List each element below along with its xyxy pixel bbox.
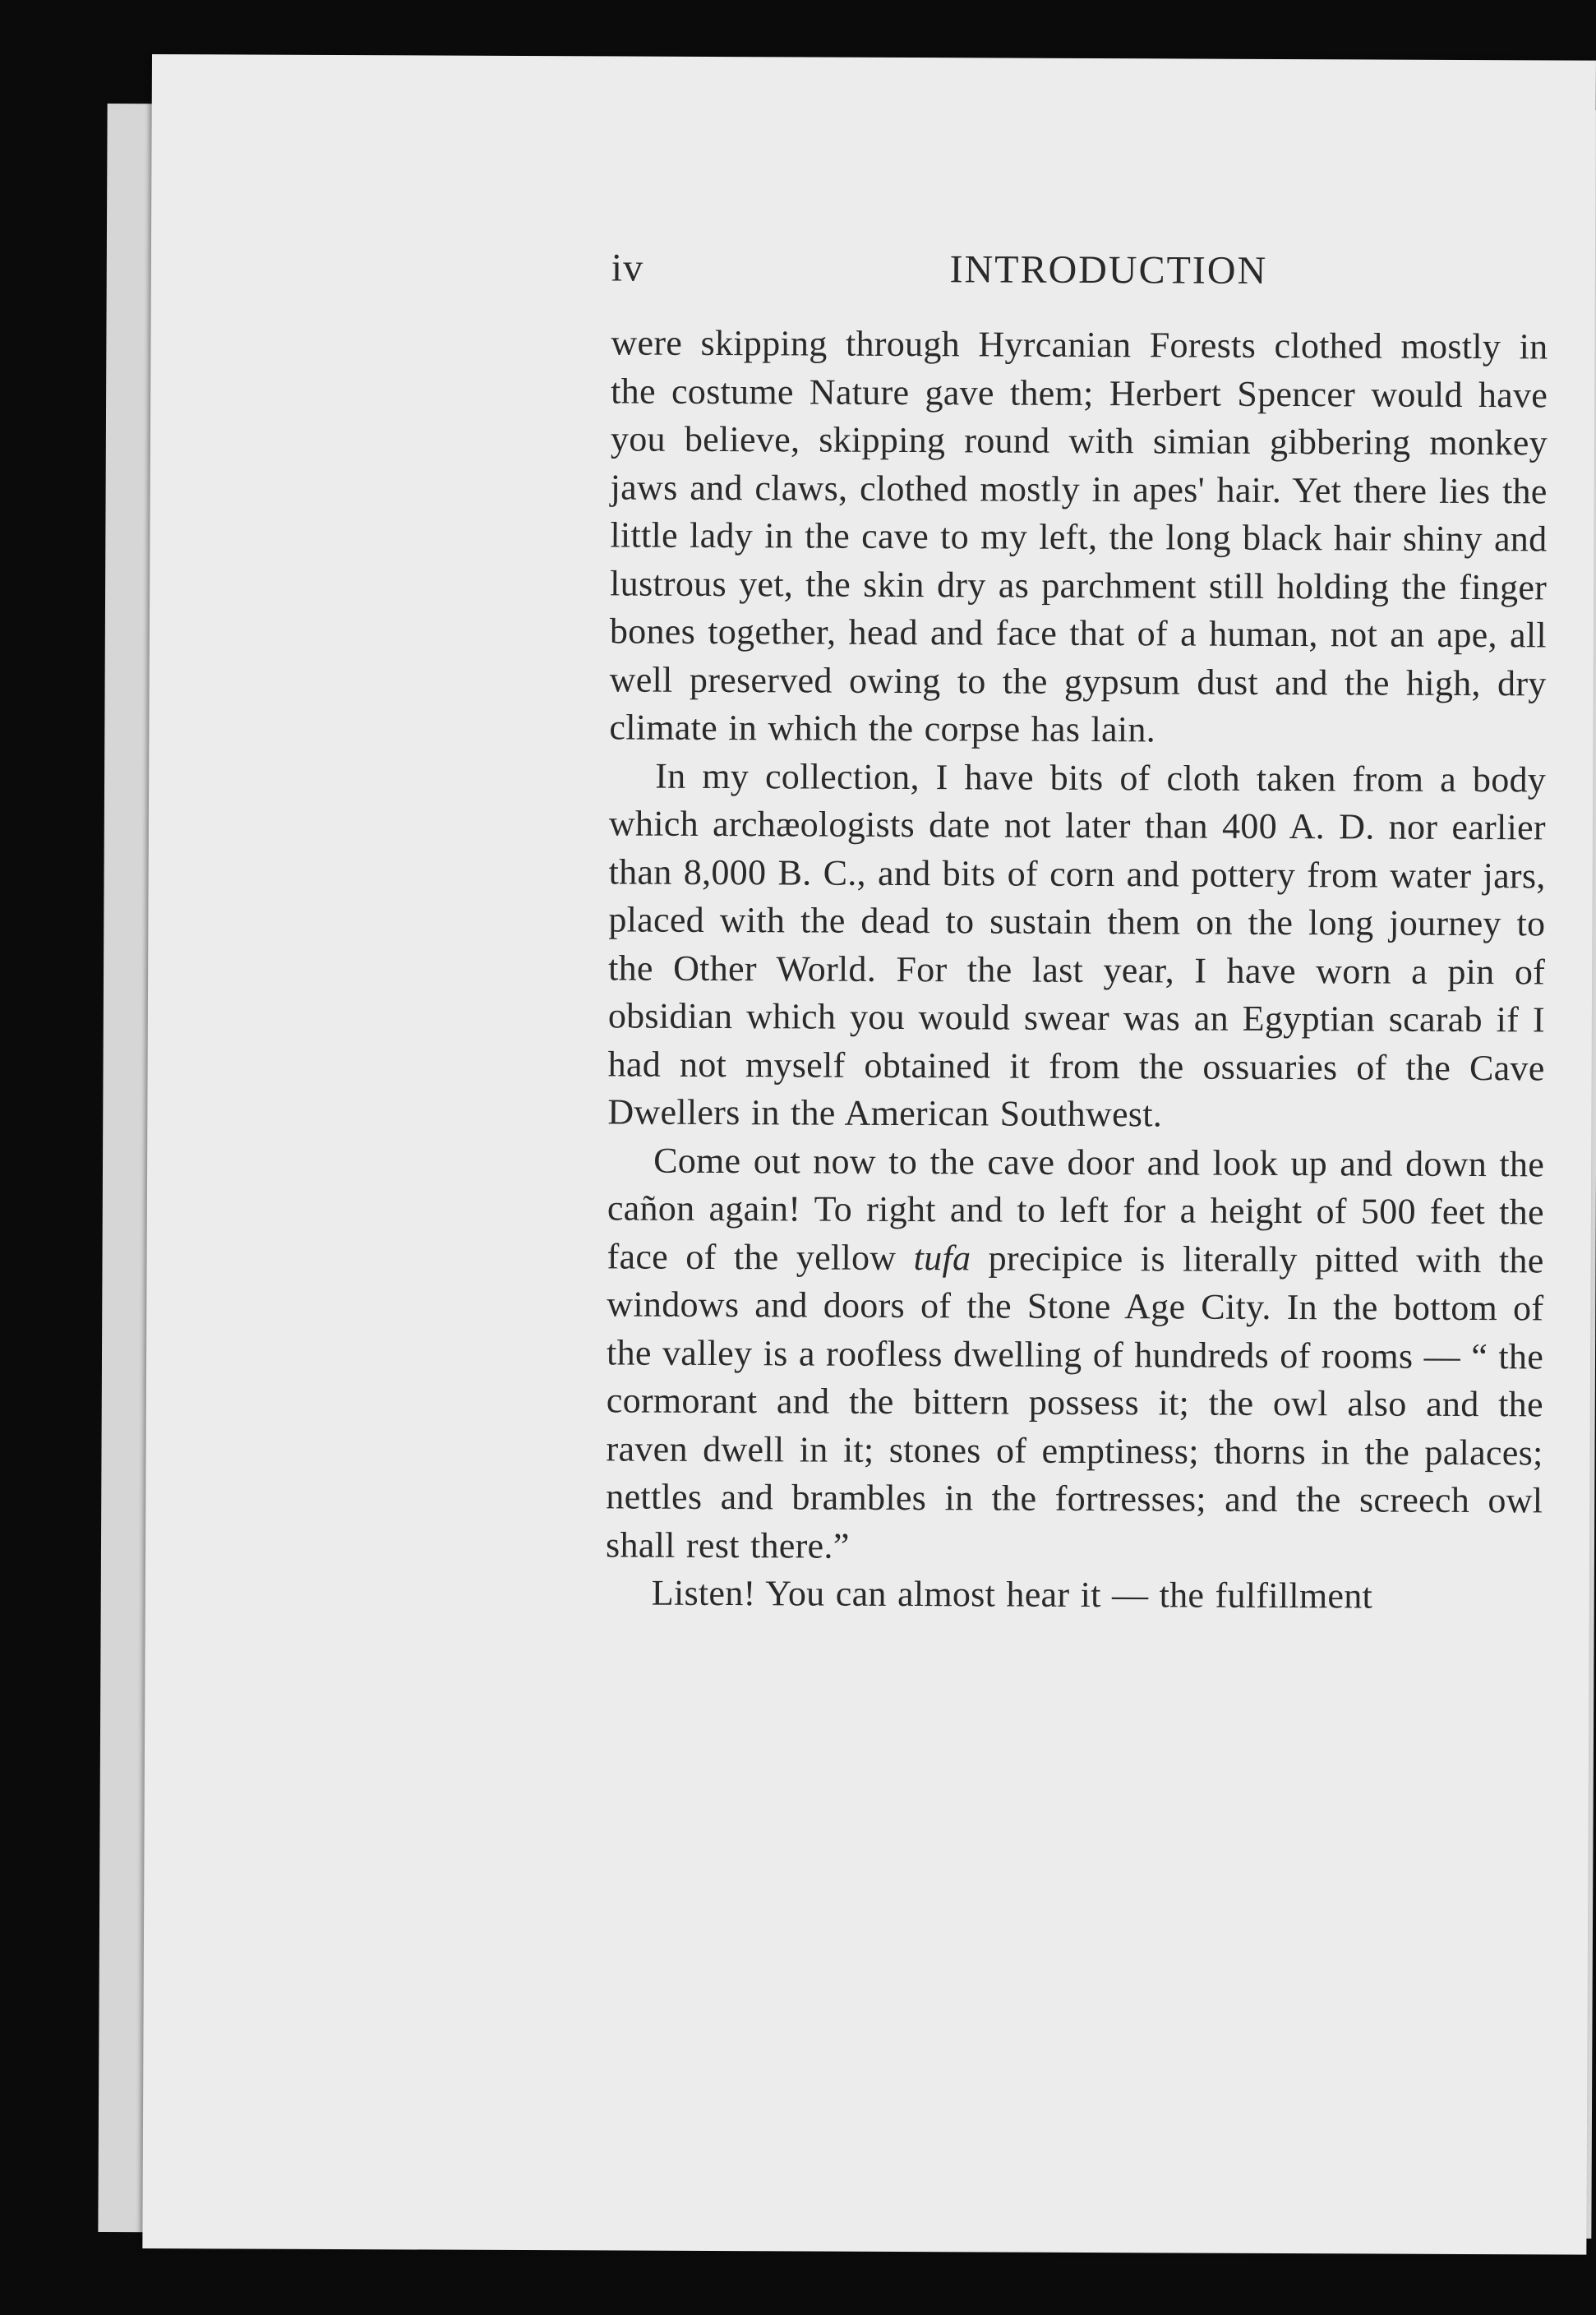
running-title: INTRODUCTION <box>949 247 1268 293</box>
paragraph-3-text-after: precipice is literally pitted with the windows and doors of the Stone Age City. In the bottom of the valley is a roofless dwelling of hundreds of rooms — “ the cormorant and the bittern possess it; the owl also and the raven dwell in it; stones of emptiness; thorns in the palaces; nettles and brambles in the fortresses; and the screech owl shall rest there.” <box>605 1237 1544 1566</box>
paragraph-4: Listen! You can almost hear it — the fulfillment <box>651 1572 1373 1616</box>
paragraph-2: In my collection, I have bits of cloth taken from a body which archæologists date not later than 400 A. D. nor earlier than 8,000 B. C., and bits of corn and pottery from water jars, placed with the dead to sustain them on the long journey to the Other World. For the last year, I have worn a pin of obsidian which you would swear was an Egyptian scarab if I had not myself obtained it from the ossuaries of the Cave Dwellers in the American Southwest. <box>607 755 1547 1135</box>
text-block <box>604 245 1548 1975</box>
page-number: iv <box>611 246 644 290</box>
book-page <box>142 54 1596 2255</box>
paragraph-3-text-before: Come out now to the cave door and look up and down the cañon again! To right and to left for a height of 500 feet the face of the yellow <box>607 1140 1545 1278</box>
italic-term: tufa <box>913 1237 971 1278</box>
paragraph-1: were skipping through Hyrcanian Forests clothed mostly in the costume Nature gave them; Herbert Spencer would have you believe, skipping round with simian gibbering monkey jaws and claws, clothed mostly in apes' hair. Yet there lies the little lady in the cave to my left, the long black hair shiny and lustrous yet, the skin dry as parchment still holding the finger bones together, head and face that of a human, not an ape, all well preserved owing to the gypsum dust and the high, dry climate in which the corpse has lain. <box>609 322 1548 750</box>
paragraph-3 <box>606 1137 1544 1573</box>
body-text <box>606 319 1548 1621</box>
running-head <box>611 245 1548 323</box>
